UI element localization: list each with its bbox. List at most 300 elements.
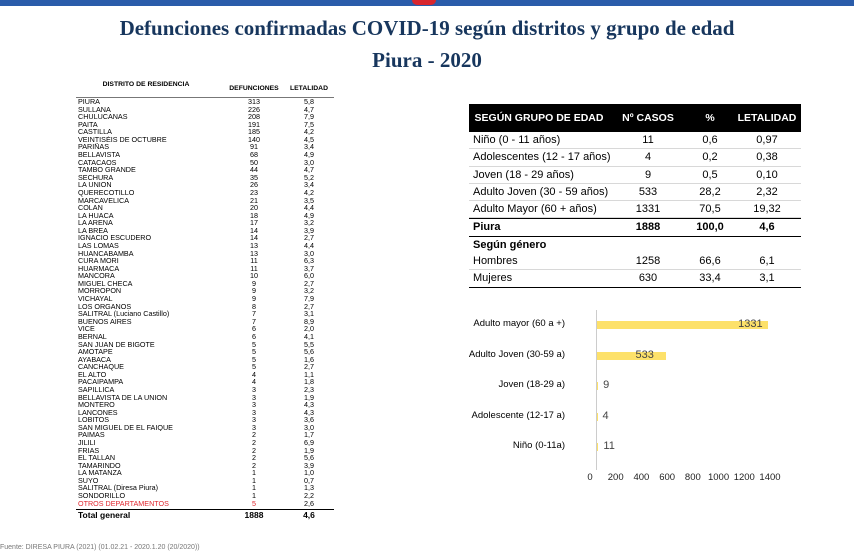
district-row — [76, 439, 334, 447]
chart-category-label: Niño (0-11a) — [512, 440, 565, 451]
district-deaths: 9 — [252, 278, 256, 288]
header-age-group: SEGÚN GRUPO DE EDAD — [474, 112, 604, 124]
district-deaths: 191 — [248, 119, 260, 129]
district-deaths: 2 — [252, 438, 256, 448]
top-logo-mark — [412, 0, 436, 5]
header-cases: Nº CASOS — [622, 112, 674, 124]
district-table — [76, 80, 334, 522]
district-name: AMOTAPE — [78, 348, 113, 356]
district-lethality: 2,0 — [304, 324, 314, 334]
district-lethality: 7,5 — [304, 119, 314, 129]
row-cases: 4 — [644, 151, 652, 164]
district-row — [76, 303, 334, 311]
district-name: CASTILLA — [78, 128, 112, 136]
district-lethality: 6,0 — [304, 271, 314, 281]
row-percent: 33,4 — [699, 272, 721, 285]
row-cases: 533 — [638, 185, 658, 198]
district-deaths: 11 — [250, 256, 258, 266]
chart-data-label: 4 — [602, 409, 609, 422]
district-row — [76, 128, 334, 136]
district-name: HUANCABAMBA — [78, 249, 134, 258]
district-lethality: 4,7 — [304, 104, 314, 114]
district-row — [76, 416, 334, 424]
district-lethality: 3,1 — [304, 309, 314, 319]
district-name: CURA MORI — [78, 257, 119, 265]
district-row — [76, 189, 334, 197]
chart-category-label: Joven (18-29 a) — [498, 379, 565, 390]
district-name: VICE — [78, 325, 95, 333]
district-row — [76, 325, 334, 333]
district-deaths: 6 — [252, 331, 256, 341]
district-name: PARIÑAS — [78, 143, 110, 152]
district-deaths: 17 — [250, 218, 258, 228]
district-name: VICHAYAL — [78, 295, 113, 303]
district-lethality: 4,1 — [304, 331, 314, 341]
district-lethality: 5,6 — [304, 347, 314, 357]
header-lethality: LETALIDAD — [289, 85, 328, 92]
district-lethality: 3,6 — [304, 415, 314, 425]
district-name: BELLAVISTA DE LA UNION — [78, 393, 168, 402]
district-lethality: 1,3 — [304, 483, 314, 493]
gender-heading-row — [469, 237, 801, 253]
district-row — [76, 257, 334, 265]
district-deaths: 13 — [250, 248, 258, 258]
district-lethality: 6,3 — [304, 256, 314, 266]
district-lethality: 2,7 — [304, 301, 314, 311]
district-lethality: 4,3 — [304, 407, 314, 417]
district-deaths: 91 — [250, 142, 258, 152]
district-deaths: 21 — [250, 195, 258, 205]
district-deaths: 3 — [252, 384, 256, 394]
district-name: FRIAS — [78, 446, 100, 455]
district-row — [76, 242, 334, 250]
total-label: Total general — [78, 512, 131, 520]
district-name: BUENOS AIRES — [78, 317, 132, 326]
district-lethality: 4,2 — [304, 187, 314, 197]
row-lethality: 0,97 — [756, 134, 778, 146]
gender-heading: Según género — [473, 238, 547, 251]
district-deaths: 5 — [252, 339, 256, 349]
district-lethality: 3,2 — [304, 286, 314, 296]
district-name: LANCONES — [78, 408, 118, 417]
district-deaths: 9 — [252, 286, 256, 296]
district-name: SULLANA — [78, 105, 111, 114]
district-name: PAIMAS — [78, 431, 105, 440]
district-lethality: 2,7 — [304, 233, 314, 243]
district-name: CHULUCANAS — [78, 113, 128, 121]
district-row — [76, 477, 334, 485]
district-lethality: 1,7 — [304, 430, 314, 440]
district-deaths: 4 — [252, 369, 256, 379]
district-deaths: 7 — [252, 309, 256, 319]
district-lethality: 4,9 — [304, 210, 314, 220]
district-total-row — [76, 509, 334, 522]
district-lethality: 3,2 — [304, 218, 314, 228]
district-lethality: 2,6 — [304, 498, 314, 508]
row-lethality: 2,32 — [756, 185, 778, 198]
header-district: DISTRITO DE RESIDENCIA — [102, 81, 190, 88]
district-deaths: 3 — [252, 407, 256, 417]
district-lethality: 7,9 — [304, 294, 314, 304]
district-name: LA HUACA — [78, 211, 114, 220]
district-deaths: 2 — [252, 460, 256, 470]
district-lethality: 3,9 — [304, 225, 314, 235]
row-cases: 11 — [642, 134, 654, 146]
header-percent: % — [705, 112, 715, 124]
row-label: Adulto Joven (30 - 59 años) — [473, 185, 609, 198]
district-lethality: 3,5 — [304, 195, 314, 205]
district-deaths: 35 — [250, 172, 258, 182]
district-lethality: 2,2 — [304, 491, 314, 501]
district-name: VEINTISÉIS DE OCTUBRE — [78, 135, 167, 144]
district-row — [76, 386, 334, 394]
district-deaths: 50 — [250, 157, 258, 167]
district-deaths: 2 — [252, 453, 256, 463]
district-name: SECHURA — [78, 173, 114, 182]
district-row — [76, 462, 334, 470]
district-name: QUERECOTILLO — [78, 188, 135, 197]
district-row — [76, 500, 334, 508]
district-lethality: 1,1 — [304, 369, 314, 379]
district-deaths: 226 — [248, 104, 260, 114]
district-row — [76, 272, 334, 280]
district-row — [76, 106, 334, 114]
district-lethality: 3,4 — [304, 180, 314, 190]
district-name: PACAIPAMPA — [78, 378, 124, 386]
age-row — [469, 167, 801, 184]
district-lethality: 3,9 — [304, 460, 314, 470]
age-row — [469, 201, 801, 218]
row-cases: 1331 — [635, 203, 661, 216]
district-name: CANCHAQUE — [78, 363, 124, 371]
district-deaths: 3 — [252, 422, 256, 432]
district-deaths: 26 — [250, 180, 258, 190]
district-deaths: 7 — [252, 316, 256, 326]
age-rows — [469, 132, 801, 218]
district-deaths: 185 — [248, 127, 260, 137]
district-lethality: 7,9 — [304, 112, 314, 122]
district-lethality: 4,7 — [304, 165, 314, 175]
chart-bar — [597, 382, 598, 390]
district-lethality: 8,9 — [304, 316, 314, 326]
district-name: AYABACA — [78, 355, 111, 364]
district-row — [76, 265, 334, 273]
age-group-table — [469, 104, 801, 288]
district-name: OTROS DEPARTAMENTOS — [78, 499, 169, 508]
district-name: PIURA — [78, 98, 100, 106]
district-deaths: 9 — [252, 294, 256, 304]
row-percent: 66,6 — [699, 255, 721, 268]
district-lethality: 1,0 — [304, 468, 314, 478]
chart-x-tick-label: 600 — [659, 472, 676, 483]
district-row — [76, 401, 334, 409]
age-bar-chart — [470, 310, 790, 490]
district-deaths: 18 — [250, 210, 258, 220]
row-label: Joven (18 - 29 años) — [473, 168, 574, 181]
district-name: MANCORA — [78, 272, 115, 280]
gender-rows — [469, 253, 801, 288]
district-deaths: 5 — [252, 354, 256, 364]
district-deaths: 3 — [252, 392, 256, 402]
district-row — [76, 159, 334, 167]
district-row — [76, 166, 334, 174]
district-name: PAITA — [78, 120, 98, 129]
row-percent: 0,6 — [702, 134, 718, 146]
district-deaths: 3 — [252, 400, 256, 410]
chart-bar — [597, 443, 598, 451]
district-row — [76, 371, 334, 379]
district-name: BELLAVISTA — [78, 151, 121, 159]
district-name: MIGUEL CHECA — [78, 279, 133, 288]
chart-category-label: Adolescente (12-17 a) — [471, 409, 565, 421]
district-lethality: 3,0 — [304, 248, 314, 258]
district-lethality: 1,9 — [304, 392, 314, 402]
row-lethality: 3,1 — [759, 272, 775, 285]
district-deaths: 14 — [250, 233, 258, 243]
page-subtitle: Piura - 2020 — [372, 48, 482, 72]
district-lethality: 1,8 — [304, 377, 314, 387]
row-label: Adolescentes (12 - 17 años) — [473, 151, 611, 164]
district-deaths: 208 — [248, 112, 260, 122]
district-row — [76, 204, 334, 212]
district-name: TAMBO GRANDE — [78, 166, 136, 174]
district-name: MARCAVELICA — [78, 196, 129, 205]
row-percent: 0,5 — [702, 168, 718, 181]
district-deaths: 1 — [252, 468, 256, 478]
chart-x-tick-label: 400 — [633, 472, 650, 483]
district-name: CATACAOS — [78, 158, 117, 167]
chart-data-label: 1331 — [738, 318, 763, 330]
total-lethality: 4,6 — [303, 510, 315, 521]
row-label: Adulto Mayor (60 + años) — [473, 203, 597, 216]
chart-data-label: 11 — [603, 440, 615, 452]
district-name: LAS LOMAS — [78, 241, 119, 250]
district-name: SONDORILLO — [78, 492, 126, 500]
district-name: COLAN — [78, 204, 103, 212]
district-deaths: 10 — [250, 271, 258, 281]
district-name: SAPILLICA — [78, 385, 115, 394]
district-row — [76, 227, 334, 235]
chart-x-tick-label: 200 — [607, 472, 624, 483]
district-deaths: 6 — [252, 324, 256, 334]
district-row — [76, 409, 334, 417]
district-deaths: 8 — [252, 301, 256, 311]
age-total-row — [469, 218, 801, 236]
district-name: JILILI — [78, 439, 96, 447]
district-name: IGNACIO ESCUDERO — [78, 234, 152, 242]
row-cases: 630 — [638, 272, 658, 285]
source-footer: Fuente: DIRESA PIURA (2021) (01.02.21 - 2020.1.20 (20/2020)) — [0, 544, 200, 551]
district-lethality: 3,4 — [304, 142, 314, 152]
district-row — [76, 280, 334, 288]
district-lethality: 5,2 — [304, 172, 314, 182]
district-name: HUARMACA — [78, 264, 120, 273]
district-row — [76, 174, 334, 182]
district-row — [76, 98, 334, 106]
district-lethality: 4,4 — [304, 240, 314, 250]
district-row — [76, 356, 334, 364]
district-row — [76, 492, 334, 500]
district-deaths: 2 — [252, 445, 256, 455]
gender-row — [469, 253, 801, 270]
header-lethality: LETALIDAD — [737, 112, 797, 124]
district-row — [76, 219, 334, 227]
district-lethality: 1,6 — [304, 354, 314, 364]
district-deaths: 5 — [252, 362, 256, 372]
district-lethality: 5,8 — [304, 97, 314, 106]
district-row — [76, 484, 334, 492]
district-row — [76, 136, 334, 144]
district-row — [76, 363, 334, 371]
district-table-header — [76, 80, 334, 98]
district-row — [76, 424, 334, 432]
district-deaths: 23 — [250, 187, 258, 197]
district-rows — [76, 98, 334, 507]
district-name: LA MATANZA — [78, 469, 122, 477]
age-total-percent: 100,0 — [696, 221, 724, 234]
row-percent: 0,2 — [702, 151, 718, 164]
district-row — [76, 113, 334, 121]
district-deaths: 3 — [252, 415, 256, 425]
age-row — [469, 149, 801, 166]
district-name: EL TALLAN — [78, 454, 116, 462]
chart-x-tick-label: 0 — [587, 472, 593, 483]
district-lethality: 4,4 — [304, 203, 314, 213]
district-lethality: 2,7 — [304, 278, 314, 288]
district-name: SAN JUAN DE BIGOTE — [78, 340, 155, 349]
district-lethality: 3,0 — [304, 422, 314, 432]
district-lethality: 1,9 — [304, 445, 314, 455]
district-deaths: 1 — [252, 491, 256, 501]
district-deaths: 1 — [252, 475, 256, 485]
district-row — [76, 394, 334, 402]
district-row — [76, 212, 334, 220]
age-row — [469, 132, 801, 149]
gender-row — [469, 270, 801, 287]
header-deaths: DEFUNCIONES — [229, 85, 279, 92]
district-lethality: 4,2 — [304, 127, 314, 137]
age-total-lethality: 4,6 — [759, 221, 775, 234]
district-deaths: 313 — [248, 97, 260, 106]
district-lethality: 2,3 — [304, 384, 314, 394]
row-lethality: 6,1 — [759, 255, 775, 268]
district-lethality: 4,3 — [304, 400, 314, 410]
district-lethality: 6,9 — [304, 438, 314, 448]
district-deaths: 2 — [252, 430, 256, 440]
age-table-header — [469, 104, 801, 132]
row-lethality: 0,38 — [756, 151, 778, 164]
district-row — [76, 431, 334, 439]
district-deaths: 13 — [250, 240, 258, 250]
district-lethality: 5,5 — [304, 339, 314, 349]
row-percent: 28,2 — [699, 185, 721, 198]
district-name: LA ARENA — [78, 219, 113, 227]
district-name: MONTERO — [78, 401, 115, 409]
district-row — [76, 454, 334, 462]
chart-x-tick-label: 1400 — [759, 472, 781, 483]
row-percent: 70,5 — [699, 203, 721, 216]
district-row — [76, 469, 334, 477]
district-row — [76, 181, 334, 189]
district-row — [76, 318, 334, 326]
district-row — [76, 143, 334, 151]
district-row — [76, 250, 334, 258]
total-deaths: 1888 — [244, 510, 264, 521]
row-label: Niño (0 - 11 años) — [473, 134, 561, 146]
district-deaths: 11 — [250, 263, 258, 273]
chart-x-tick-label: 800 — [684, 472, 701, 483]
district-name: EL ALTO — [78, 370, 107, 379]
district-lethality: 4,5 — [304, 134, 314, 144]
row-lethality: 0,10 — [756, 168, 778, 181]
district-row — [76, 310, 334, 318]
district-lethality: 5,6 — [304, 453, 314, 463]
district-deaths: 1 — [252, 483, 256, 493]
row-cases: 1258 — [635, 255, 661, 268]
district-row — [76, 287, 334, 295]
district-row — [76, 378, 334, 386]
chart-x-tick-label: 1200 — [733, 472, 755, 483]
row-lethality: 19,32 — [753, 203, 781, 216]
chart-category-label: Adulto Joven (30-59 a) — [468, 348, 565, 360]
district-row — [76, 197, 334, 205]
district-name: SAN MIGUEL DE EL FAIQUE — [78, 423, 173, 432]
page-title: Defunciones confirmadas COVID-19 según distritos y grupo de edad — [119, 16, 735, 40]
district-lethality: 2,7 — [304, 362, 314, 372]
row-label: Mujeres — [473, 272, 513, 285]
district-row — [76, 333, 334, 341]
district-row — [76, 234, 334, 242]
chart-category-label: Adulto mayor (60 a +) — [473, 318, 565, 329]
district-deaths: 44 — [250, 165, 258, 175]
district-deaths: 5 — [252, 347, 256, 357]
age-row — [469, 184, 801, 201]
chart-data-label: 9 — [603, 379, 610, 391]
district-name: TAMARINDO — [78, 461, 121, 470]
district-deaths: 140 — [248, 134, 260, 144]
district-lethality: 3,0 — [304, 157, 314, 167]
row-label: Hombres — [473, 255, 518, 268]
district-row — [76, 151, 334, 159]
chart-data-label: 533 — [635, 348, 654, 361]
district-row — [76, 121, 334, 129]
district-deaths: 14 — [250, 225, 258, 235]
chart-x-tick-label: 1000 — [707, 472, 730, 483]
district-deaths: 68 — [250, 150, 258, 160]
district-lethality: 0,7 — [304, 475, 314, 485]
district-row — [76, 348, 334, 356]
age-total-cases: 1888 — [635, 221, 661, 234]
district-deaths: 20 — [250, 203, 258, 213]
district-row — [76, 295, 334, 303]
chart-bar — [597, 352, 666, 360]
district-lethality: 3,7 — [304, 263, 314, 273]
district-name: MORROPON — [78, 287, 122, 296]
district-name: LA BREA — [78, 226, 108, 235]
age-total-label: Piura — [473, 221, 501, 234]
district-deaths: 5 — [252, 498, 256, 508]
district-deaths: 4 — [252, 377, 256, 387]
district-name: SUYO — [78, 476, 99, 485]
district-lethality: 4,9 — [304, 150, 314, 160]
district-name: LOBITOS — [78, 416, 110, 424]
district-name: LOS ORGANOS — [78, 302, 132, 311]
district-row — [76, 341, 334, 349]
district-name: SALITRAL (Diresa Piura) — [78, 484, 159, 493]
row-cases: 9 — [644, 168, 652, 181]
district-name: BERNAL — [78, 332, 107, 341]
district-row — [76, 447, 334, 455]
